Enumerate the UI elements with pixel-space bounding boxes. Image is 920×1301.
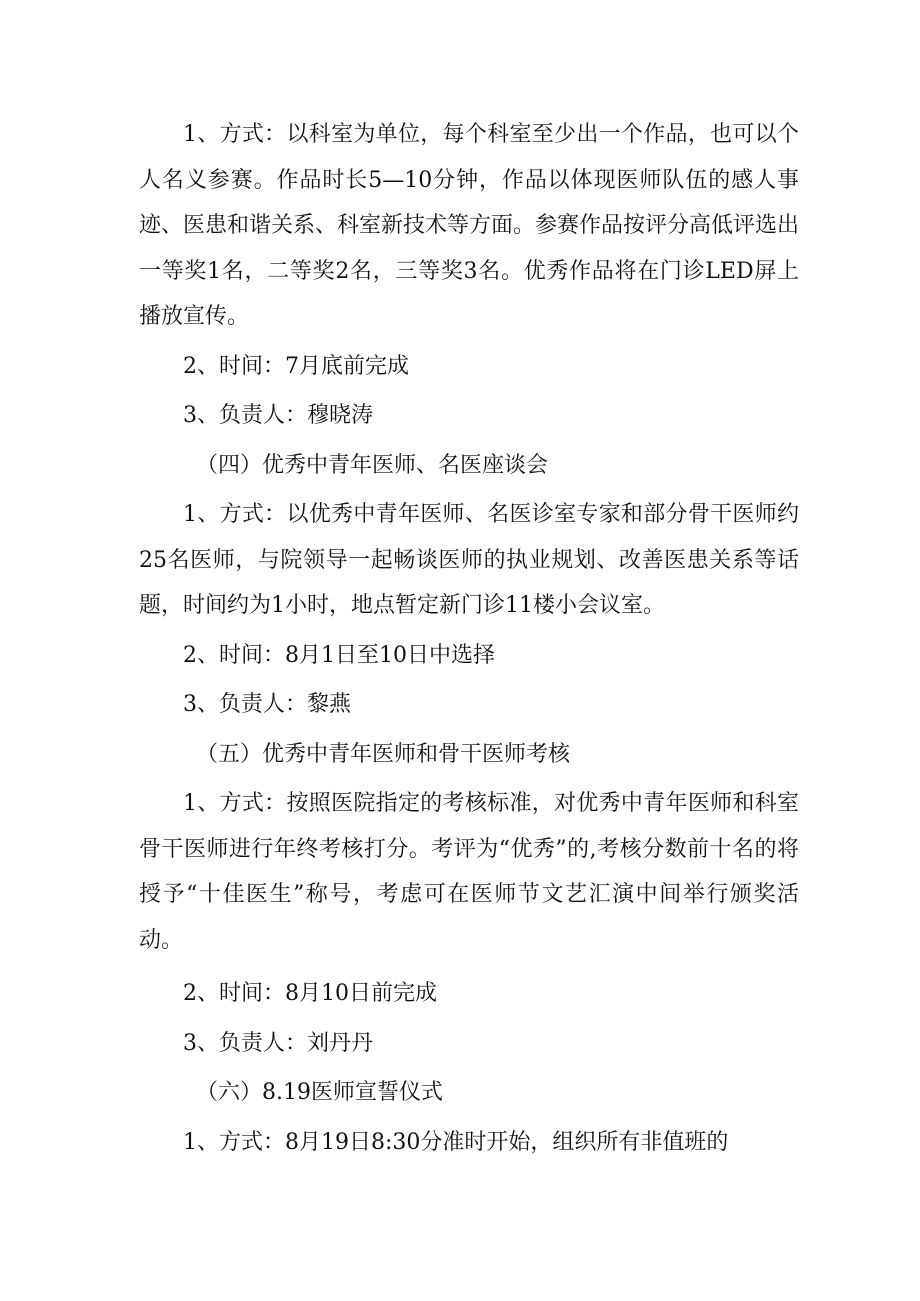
paragraph-method-video: 1、方式：以科室为单位，每个科室至少出一个作品，也可以个人名义参赛。作品时长5—10分钟，作品以体现医师队伍的感人事迹、医患和谐关系、科室新技术等方面。参赛作品按评分高低评选出一等奖1名，二等奖2名，三等奖3名。优秀作品将在门诊LED屏上播放宣传。 xyxy=(139,122,800,329)
document-body xyxy=(139,112,799,1165)
paragraph-owner-video: 3、负责人：穆晓涛 xyxy=(183,403,373,428)
paragraph-owner-assessment: 3、负责人：刘丹丹 xyxy=(183,1030,373,1056)
paragraph-time-assessment: 2、时间：8月10日前完成 xyxy=(183,981,437,1006)
paragraph-method-symposium: 1、方式：以优秀中青年医师、名医诊室专家和部分骨干医师约25名医师，与院领导一起畅谈医师的执业规划、改善医患关系等话题，时间约为1小时，地点暂定新门诊11楼小会议室。 xyxy=(139,502,799,618)
paragraph-method-assessment: 1、方式：按照医院指定的考核标准，对优秀中青年医师和科室骨干医师进行年终考核打分。考评为“优秀”的,考核分数前十名的将授予“十佳医生”称号，考虑可在医师节文艺汇演中间举行颁奖活动。 xyxy=(139,791,799,953)
paragraph-time-video: 2、时间：7月底前完成 xyxy=(183,353,409,379)
paragraph-owner-symposium: 3、负责人：黎燕 xyxy=(183,692,351,717)
paragraph-method-oath: 1、方式：8月19日8:30分准时开始，组织所有非值班的 xyxy=(183,1129,729,1155)
section-heading-five: （五）优秀中青年医师和骨干医师考核 xyxy=(196,741,571,767)
section-heading-four: （四）优秀中青年医师、名医座谈会 xyxy=(196,452,549,478)
section-heading-six: （六）8.19医师宣誓仪式 xyxy=(196,1080,443,1105)
paragraph-time-symposium: 2、时间：8月1日至10日中选择 xyxy=(183,642,495,668)
